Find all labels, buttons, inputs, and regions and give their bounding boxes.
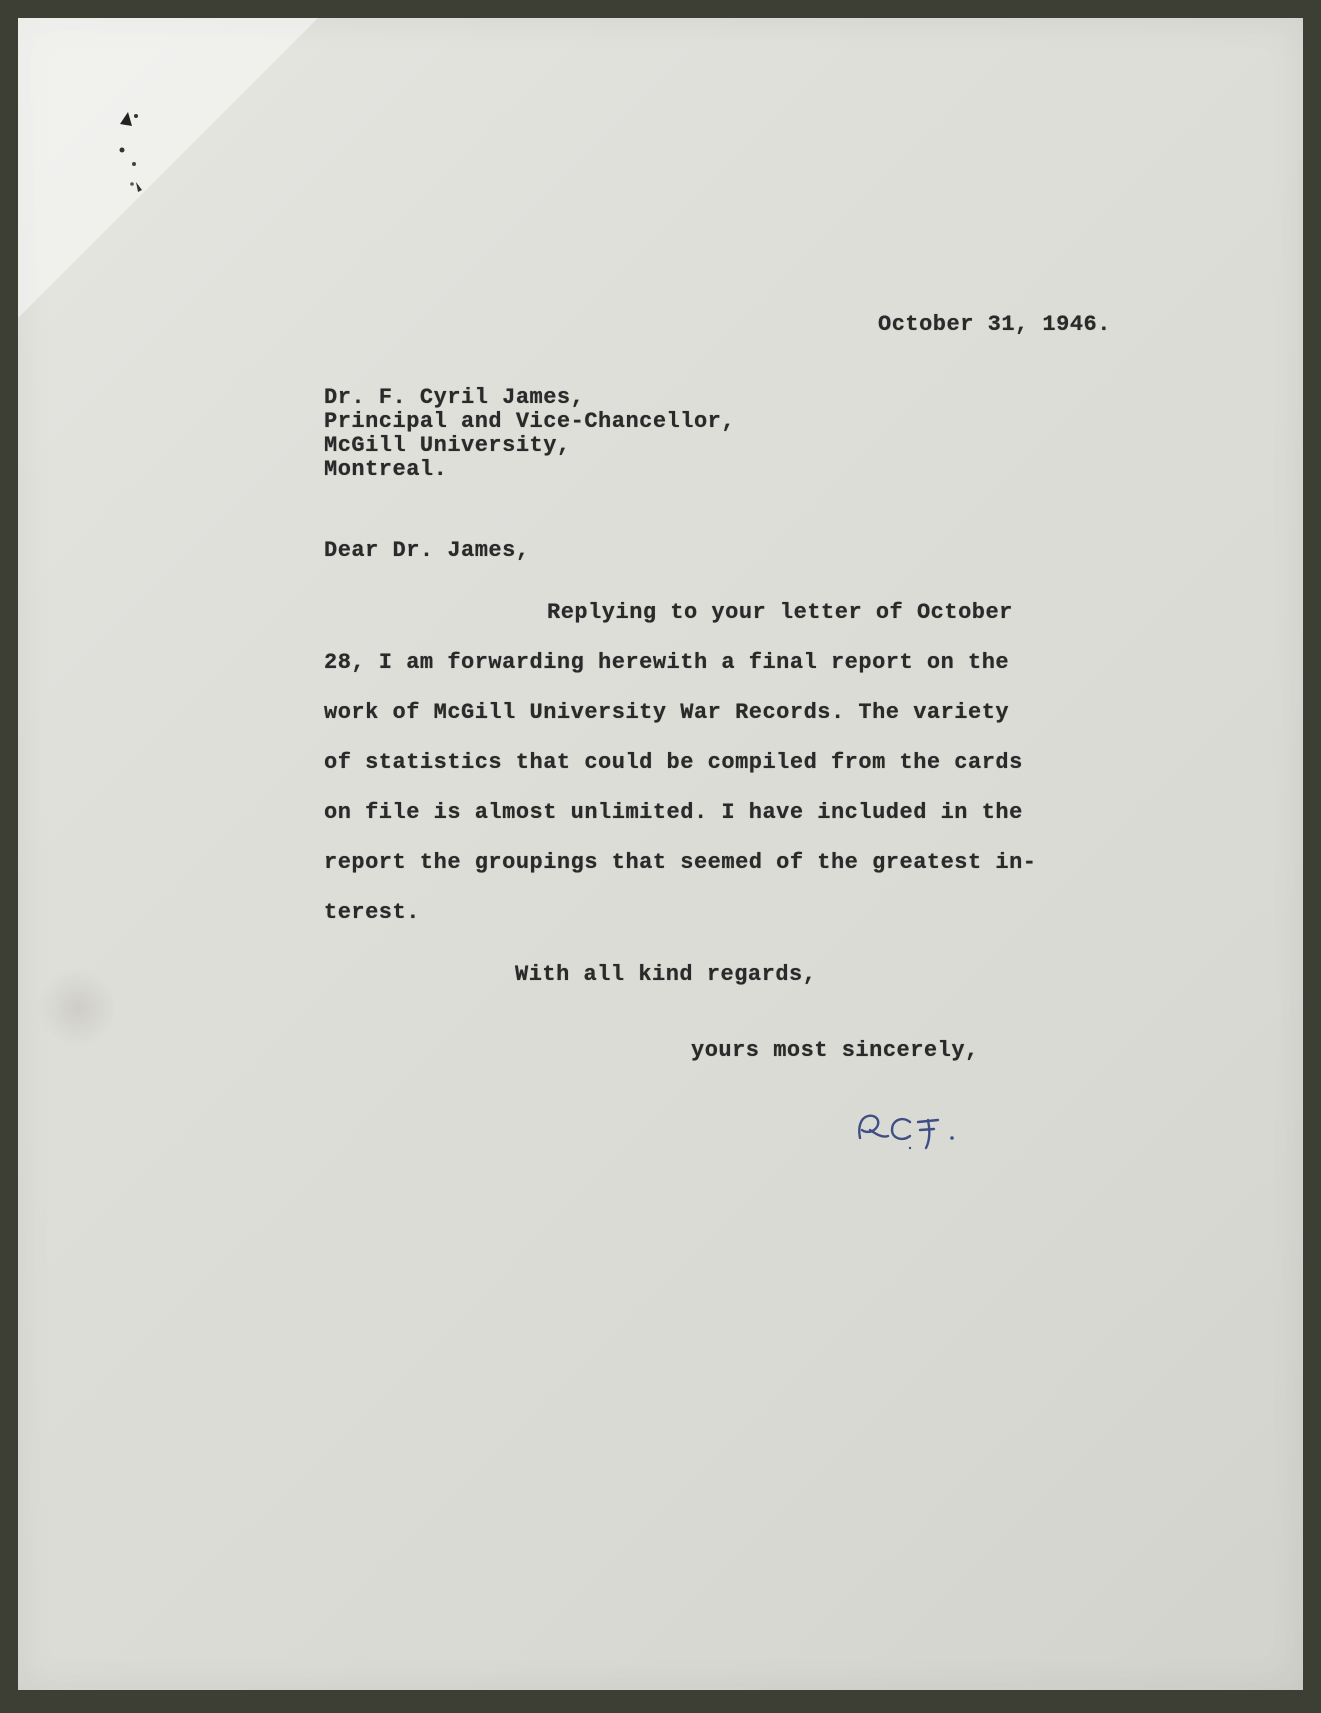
body-line: work of McGill University War Records. The variety bbox=[324, 700, 1010, 725]
paper-smudge bbox=[38, 968, 118, 1048]
body-line: 28, I am forwarding herewith a final report on the bbox=[324, 650, 1010, 675]
address-line: Dr. F. Cyril James, bbox=[324, 385, 585, 410]
letter-date: October 31, 1946. bbox=[878, 312, 1111, 337]
body-line: of statistics that could be compiled from the cards bbox=[324, 750, 1023, 775]
handwritten-signature bbox=[848, 1100, 998, 1160]
body-line: Replying to your letter of October bbox=[547, 600, 1013, 625]
corner-fold bbox=[18, 18, 318, 318]
body-line: terest. bbox=[324, 900, 420, 925]
recipient-address bbox=[324, 386, 735, 482]
signoff: yours most sincerely, bbox=[691, 1038, 979, 1063]
address-line: Principal and Vice-Chancellor, bbox=[324, 409, 736, 434]
letter-page bbox=[18, 18, 1303, 1690]
letter-body bbox=[324, 588, 1037, 938]
body-line: on file is almost unlimited. I have included in the bbox=[324, 800, 1023, 825]
salutation: Dear Dr. James, bbox=[324, 538, 530, 563]
staple-holes-icon bbox=[110, 102, 160, 202]
address-line: McGill University, bbox=[324, 433, 571, 458]
body-line: report the groupings that seemed of the greatest in- bbox=[324, 850, 1037, 875]
address-line: Montreal. bbox=[324, 457, 448, 482]
closing: With all kind regards, bbox=[515, 962, 817, 987]
